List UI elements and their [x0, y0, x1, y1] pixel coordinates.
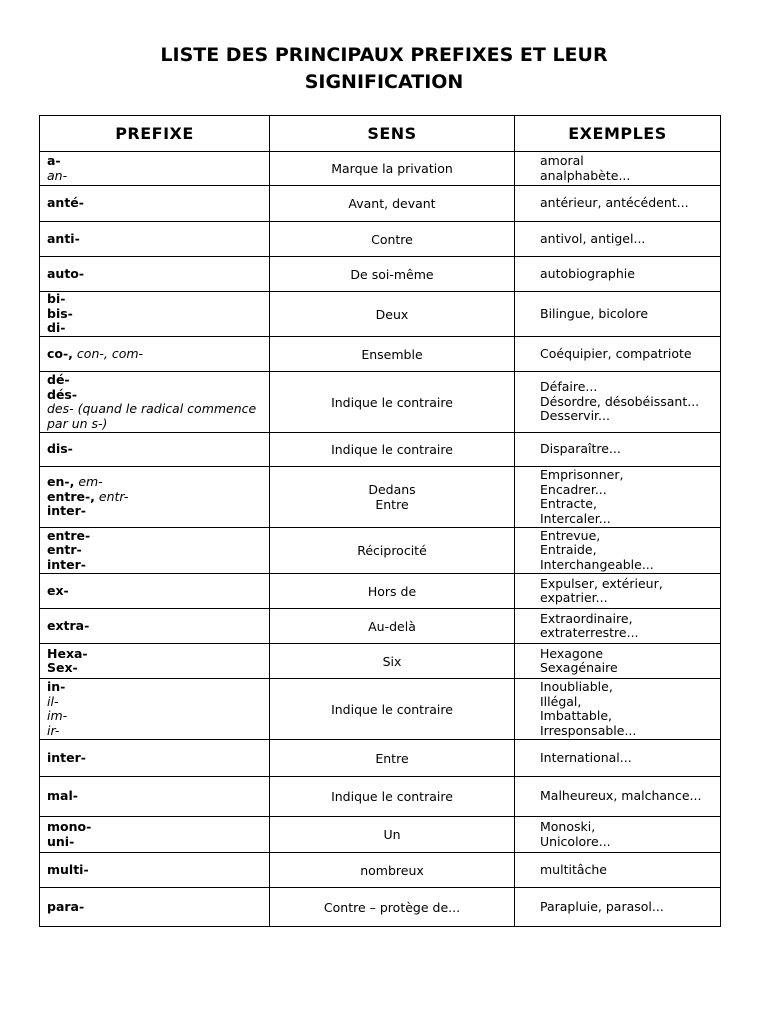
- prefix-text: dé-: [47, 372, 70, 387]
- header-exemples: EXEMPLES: [515, 116, 721, 152]
- prefix-cell: [40, 186, 270, 222]
- exemples-cell: [515, 777, 721, 817]
- exemple-text: Malheureux, malchance...: [540, 788, 702, 804]
- prefix-cell: [40, 679, 270, 740]
- prefix-cell: [40, 817, 270, 853]
- prefix-text: inter-: [47, 749, 86, 765]
- prefix-text: in-: [47, 679, 66, 694]
- prefix-text: entre-: [47, 527, 91, 543]
- exemple-text: International...: [540, 749, 632, 765]
- exemple-text: amoral: [540, 153, 584, 168]
- sens-text: Marque la privation: [331, 161, 453, 176]
- sens-cell: [270, 222, 515, 257]
- sens-text: Entre: [375, 497, 409, 512]
- prefix-text: mal-: [47, 788, 78, 804]
- prefix-cell: [40, 222, 270, 257]
- prefix-text: Hexa-: [47, 645, 88, 661]
- prefix-line: [47, 347, 269, 362]
- header-sens: SENS: [270, 116, 515, 152]
- prefix-text: co-,: [47, 345, 73, 361]
- prefix-text: di-: [47, 320, 66, 336]
- exemple-text: Sexagénaire: [540, 660, 618, 675]
- prefix-text: para-: [47, 898, 85, 914]
- exemple-text: Desservir...: [540, 408, 610, 424]
- sens-cell: [270, 853, 515, 888]
- exemple-text: Entrevue,: [540, 527, 601, 543]
- prefix-line: [47, 490, 269, 505]
- exemples-cell: [515, 337, 721, 372]
- exemple-text: Parapluie, parasol...: [540, 898, 664, 914]
- table-row: [40, 222, 721, 257]
- sens-text: Contre: [371, 231, 413, 247]
- prefix-cell: [40, 740, 270, 777]
- exemple-text: Entracte,: [540, 496, 597, 511]
- exemple-text: antérieur, antécédent...: [540, 195, 689, 211]
- exemple-text: Intercaler...: [540, 510, 611, 526]
- prefix-cell: [40, 528, 270, 574]
- sens-text: Indique le contraire: [331, 394, 453, 410]
- sens-cell: [270, 337, 515, 372]
- table-row: [40, 433, 721, 467]
- prefix-text: extra-: [47, 617, 90, 633]
- table-row: [40, 679, 721, 740]
- exemple-text: Monoski,: [540, 819, 596, 834]
- exemple-text: Emprisonner,: [540, 467, 624, 482]
- sens-text: Dedans: [368, 482, 416, 497]
- prefix-text: con-, com-: [76, 345, 144, 361]
- sens-cell: [270, 817, 515, 853]
- exemples-cell: [515, 853, 721, 888]
- sens-text: Au-delà: [368, 618, 416, 634]
- table-row: [40, 292, 721, 337]
- prefix-text: inter-: [47, 503, 86, 519]
- exemples-cell: [515, 292, 721, 337]
- sens-cell: [270, 644, 515, 679]
- title-line-1: LISTE DES PRINCIPAUX PREFIXES ET LEUR: [160, 44, 608, 66]
- exemple-text: Bilingue, bicolore: [540, 305, 649, 321]
- prefix-text: im-: [47, 708, 68, 723]
- table-row: [40, 528, 721, 574]
- prefix-text: ir-: [47, 722, 60, 738]
- prefix-text: entr-: [47, 542, 82, 558]
- table-row: [40, 574, 721, 609]
- prefix-line: [47, 475, 269, 490]
- prefix-text: auto-: [47, 265, 85, 281]
- table-row: [40, 853, 721, 888]
- prefix-text: entre-,: [47, 488, 95, 504]
- prefix-cell: [40, 888, 270, 927]
- sens-cell: [270, 528, 515, 574]
- prefix-cell: [40, 467, 270, 528]
- exemple-text: Extraordinaire,: [540, 610, 633, 626]
- table-row: [40, 740, 721, 777]
- prefix-text: bis-: [47, 305, 73, 321]
- sens-cell: [270, 740, 515, 777]
- sens-cell: [270, 574, 515, 609]
- sens-text: Deux: [375, 306, 409, 322]
- exemple-text: antivol, antigel...: [540, 230, 646, 246]
- prefix-cell: [40, 574, 270, 609]
- exemples-cell: [515, 740, 721, 777]
- exemples-cell: [515, 679, 721, 740]
- exemple-text: Unicolore...: [540, 833, 611, 849]
- sens-text: Entre: [375, 750, 409, 766]
- title-line-2: SIGNIFICATION: [304, 71, 464, 93]
- prefix-text: multi-: [47, 861, 89, 877]
- exemples-cell: [515, 644, 721, 679]
- prefix-text: mono-: [47, 819, 92, 834]
- exemples-cell: [515, 467, 721, 528]
- prefix-cell: [40, 257, 270, 292]
- exemples-cell: [515, 152, 721, 186]
- sens-cell: [270, 777, 515, 817]
- sens-cell: [270, 888, 515, 927]
- exemple-text: Interchangeable...: [540, 556, 654, 572]
- exemple-text: Inoubliable,: [540, 679, 613, 694]
- sens-text: Hors de: [367, 583, 417, 599]
- table-row: [40, 467, 721, 528]
- header-prefixe: PREFIXE: [40, 116, 270, 152]
- table-row: [40, 817, 721, 853]
- exemple-text: expatrier...: [540, 590, 608, 605]
- table-row: [40, 609, 721, 644]
- prefix-cell: [40, 372, 270, 433]
- prefix-cell: [40, 853, 270, 888]
- table-row: [40, 644, 721, 679]
- sens-text: Contre – protège de...: [323, 899, 461, 915]
- prefix-cell: [40, 433, 270, 467]
- prefix-text: a-: [47, 153, 61, 168]
- exemple-text: multitâche: [540, 861, 607, 877]
- sens-text: Un: [383, 827, 401, 842]
- exemples-cell: [515, 372, 721, 433]
- prefix-text: en-,: [47, 474, 75, 490]
- table-header-row: [40, 116, 721, 152]
- exemples-cell: [515, 222, 721, 257]
- sens-cell: [270, 467, 515, 528]
- table-row: [40, 372, 721, 433]
- exemples-cell: [515, 574, 721, 609]
- table-row: [40, 337, 721, 372]
- exemples-cell: [515, 186, 721, 222]
- sens-cell: [270, 372, 515, 433]
- prefix-text: an-: [47, 167, 68, 183]
- sens-cell: [270, 257, 515, 292]
- prefix-text: inter-: [47, 556, 86, 572]
- prefix-text: ex-: [47, 582, 69, 598]
- prefix-text: des- (quand le radical commence: [47, 401, 257, 416]
- sens-text: De soi-même: [350, 266, 434, 282]
- sens-cell: [270, 609, 515, 644]
- prefix-text: par un s-): [47, 415, 108, 431]
- sens-text: Ensemble: [361, 346, 423, 362]
- sens-text: Indique le contraire: [331, 701, 453, 717]
- prefix-text: uni-: [47, 833, 75, 849]
- sens-cell: [270, 186, 515, 222]
- prefix-text: entr-: [98, 488, 129, 504]
- exemples-cell: [515, 257, 721, 292]
- prefix-text: anté-: [47, 195, 84, 211]
- exemple-text: Imbattable,: [540, 708, 612, 723]
- exemple-text: analphabète...: [540, 167, 631, 183]
- document-title: [0, 42, 768, 96]
- exemple-text: Expulser, extérieur,: [540, 575, 663, 591]
- sens-text: Avant, devant: [348, 196, 436, 211]
- exemple-text: Encadrer...: [540, 481, 607, 497]
- prefix-cell: [40, 777, 270, 817]
- prefix-text: il-: [47, 693, 59, 709]
- sens-cell: [270, 679, 515, 740]
- prefix-cell: [40, 152, 270, 186]
- exemples-cell: [515, 817, 721, 853]
- table-row: [40, 888, 721, 927]
- exemple-text: extraterrestre...: [540, 625, 639, 640]
- table-row: [40, 257, 721, 292]
- exemple-text: Désordre, désobéissant...: [540, 393, 700, 409]
- exemple-text: Défaire...: [540, 379, 598, 395]
- exemple-text: Hexagone: [540, 645, 604, 661]
- exemples-cell: [515, 433, 721, 467]
- table-row: [40, 186, 721, 222]
- sens-cell: [270, 433, 515, 467]
- table-row: [40, 777, 721, 817]
- sens-text: Six: [382, 653, 402, 669]
- exemple-text: Disparaître...: [540, 441, 621, 457]
- prefix-cell: [40, 609, 270, 644]
- exemples-cell: [515, 609, 721, 644]
- prefix-text: bi-: [47, 291, 66, 307]
- prefix-text: anti-: [47, 230, 80, 246]
- exemple-text: Irresponsable...: [540, 722, 637, 738]
- prefix-text: em-: [78, 474, 103, 490]
- sens-cell: [270, 152, 515, 186]
- exemples-cell: [515, 888, 721, 927]
- prefix-table: [39, 115, 721, 927]
- exemple-text: Illégal,: [540, 693, 582, 709]
- prefix-cell: [40, 337, 270, 372]
- exemples-cell: [515, 528, 721, 574]
- prefix-cell: [40, 292, 270, 337]
- exemple-text: autobiographie: [540, 265, 635, 281]
- prefix-text: Sex-: [47, 660, 78, 675]
- sens-text: Indique le contraire: [331, 789, 453, 804]
- sens-text: Indique le contraire: [331, 442, 453, 457]
- exemple-text: Coéquipier, compatriote: [540, 345, 692, 361]
- sens-cell: [270, 292, 515, 337]
- prefix-text: dis-: [47, 441, 73, 457]
- sens-text: nombreux: [360, 862, 424, 878]
- sens-text: Réciprocité: [357, 543, 427, 558]
- prefix-cell: [40, 644, 270, 679]
- exemple-text: Entraide,: [540, 542, 597, 558]
- table-row: [40, 152, 721, 186]
- prefix-text: dés-: [47, 386, 78, 402]
